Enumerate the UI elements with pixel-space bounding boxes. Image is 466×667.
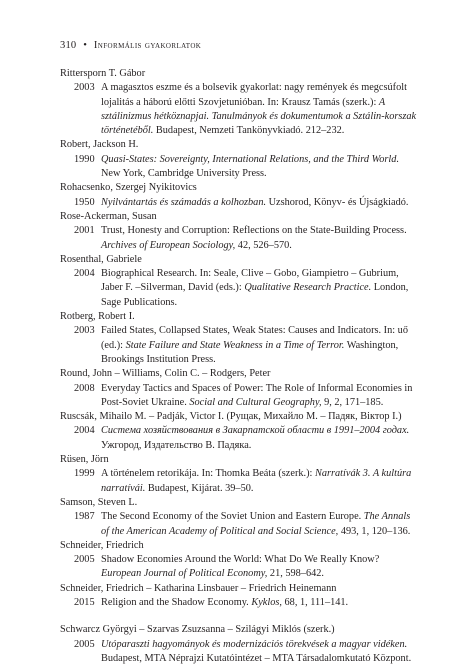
reference-item bbox=[60, 367, 420, 410]
reference-title-italic: Kyklos, bbox=[251, 596, 282, 608]
reference-author: Schneider, Friedrich bbox=[60, 539, 144, 551]
reference-entry bbox=[60, 424, 420, 453]
reference-entry bbox=[60, 382, 420, 411]
reference-text-run: Budapest, Nemzeti Tankönyvkiadó. 212–232. bbox=[153, 125, 345, 137]
reference-text-run: Shadow Economies Around the World: What Do We Really Know? bbox=[101, 554, 380, 566]
header-bullet: • bbox=[83, 40, 88, 51]
reference-year: 2005 bbox=[74, 638, 95, 650]
reference-text-run: New York, Cambridge University Press. bbox=[101, 168, 267, 180]
reference-text bbox=[101, 510, 420, 539]
reference-text bbox=[101, 596, 420, 610]
reference-text-run: Ужгород, Издательство В. Падяка. bbox=[101, 439, 252, 451]
reference-text bbox=[101, 267, 420, 310]
reference-text-run: 42, 526–570. bbox=[235, 239, 292, 251]
reference-author: Rohacsenko, Szergej Nyikitovics bbox=[60, 182, 197, 194]
reference-text-run: A magasztos eszme és a bolsevik gyakorlat: nagy remények és megcsúfolt lojalitás a háború előtti Szovjetunióban. In: Krausz Tamás (szerk.): bbox=[101, 82, 407, 108]
reference-entry bbox=[60, 596, 420, 610]
reference-text bbox=[101, 324, 420, 367]
reference-text-run: Biographical Research. In: Seale, Clive – Gobo, Giampietro – Gubrium, Jaber F. –Silverman, David (eds.): bbox=[101, 268, 399, 294]
reference-author: Schwarcz Györgyi – Szarvas Zsuzsanna – Szilágyi Miklós (szerk.) bbox=[60, 624, 335, 636]
reference-text-run: 21, 598–642. bbox=[267, 568, 324, 580]
reference-entry bbox=[60, 81, 420, 138]
reference-title-italic: A sztálinizmus hétköznapjai. Tanulmányok és dokumentumok a Sztálin-korszak történetéből. bbox=[101, 96, 417, 137]
page-number: 310 bbox=[60, 40, 77, 51]
reference-item bbox=[60, 138, 420, 181]
reference-title-italic: Narratívák 3. A kultúra narratívái. bbox=[101, 468, 412, 494]
reference-text-run: 493, 1, 120–136. bbox=[338, 525, 411, 537]
reference-item bbox=[60, 67, 420, 138]
reference-text-run: 68, 1, 111–141. bbox=[281, 596, 349, 608]
running-title: Informális gyakorlatok bbox=[93, 40, 202, 51]
reference-entry bbox=[60, 553, 420, 582]
reference-author: Samson, Steven L. bbox=[60, 496, 138, 508]
reference-year: 2005 bbox=[74, 554, 95, 566]
reference-text bbox=[101, 81, 420, 138]
reference-item bbox=[60, 410, 420, 453]
reference-author: Rüsen, Jörn bbox=[60, 454, 109, 466]
reference-text-run: Uzshorod, Könyv- és Újságkiadó. bbox=[266, 196, 409, 208]
reference-item bbox=[60, 582, 420, 611]
reference-item bbox=[60, 539, 420, 582]
reference-year: 2008 bbox=[74, 382, 95, 394]
reference-text bbox=[101, 153, 420, 182]
reference-text-run: Budapest, Kijárat. 39–50. bbox=[145, 482, 254, 494]
reference-year: 1999 bbox=[74, 468, 95, 480]
reference-text bbox=[101, 638, 420, 667]
reference-item bbox=[60, 496, 420, 539]
reference-item bbox=[60, 453, 420, 496]
reference-year: 2015 bbox=[74, 596, 95, 608]
reference-author: Rotberg, Robert I. bbox=[60, 311, 135, 323]
reference-entry bbox=[60, 638, 420, 667]
reference-text-run: 9, 2, 171–185. bbox=[321, 396, 384, 408]
reference-title-italic: Utóparaszti hagyományok és modernizációs törekvések a magyar vidéken. bbox=[101, 638, 408, 650]
reference-text-run: Budapest, MTA Néprajzi Kutatóintézet – MTA Társadalomkutató Központ. bbox=[101, 652, 412, 664]
reference-text-run: A történelem retorikája. In: Thomka Beáta (szerk.): bbox=[101, 468, 315, 480]
reference-year: 2004 bbox=[74, 268, 95, 280]
reference-year: 1987 bbox=[74, 511, 95, 523]
reference-title-italic: State Failure and State Weakness in a Time of Terror. bbox=[125, 339, 345, 351]
reference-entry bbox=[60, 324, 420, 367]
reference-year: 1950 bbox=[74, 196, 95, 208]
reference-author: Schneider, Friedrich – Katharina Linsbauer – Friedrich Heinemann bbox=[60, 582, 337, 594]
reference-text-run: Trust, Honesty and Corruption: Reflections on the State-Building Process. bbox=[101, 225, 407, 237]
reference-text-run: Failed States, Collapsed States, Weak States: Causes and Indicators. In: uő (ed.): bbox=[101, 325, 408, 351]
reference-title-italic: Quasi-States: Sovereignty, International Relations, and the Third World. bbox=[101, 153, 400, 165]
reference-text bbox=[101, 424, 420, 453]
reference-title-italic: Social and Cultural Geography, bbox=[189, 396, 322, 408]
reference-text bbox=[101, 196, 420, 210]
reference-title-italic: The Annals of the American Academy of Political and Social Science, bbox=[101, 511, 411, 537]
reference-year: 2003 bbox=[74, 325, 95, 337]
reference-text bbox=[101, 382, 420, 411]
reference-item bbox=[60, 181, 420, 210]
reference-list bbox=[60, 67, 420, 666]
reference-title-italic: Archives of European Sociology, bbox=[101, 239, 236, 251]
reference-item bbox=[60, 310, 420, 367]
page-header bbox=[60, 40, 201, 51]
reference-title-italic: Система хозяйствования в Закарпатской области в 1991–2004 годах. bbox=[101, 425, 410, 437]
reference-text-run: London, Sage Publications. bbox=[101, 282, 409, 308]
reference-text bbox=[101, 224, 420, 253]
reference-entry bbox=[60, 196, 420, 210]
reference-text-run: Washington, Brookings Institution Press. bbox=[101, 339, 399, 365]
reference-item bbox=[60, 253, 420, 310]
reference-entry bbox=[60, 510, 420, 539]
reference-year: 2003 bbox=[74, 82, 95, 94]
reference-author: Round, John – Williams, Colin C. – Rodgers, Peter bbox=[60, 368, 271, 380]
reference-year: 2004 bbox=[74, 425, 95, 437]
reference-text-run: The Second Economy of the Soviet Union and Eastern Europe. bbox=[101, 511, 364, 523]
reference-author: Ruscsák, Mihailo M. – Padják, Victor I. (Рущак, Михайло М. – Падяк, Віктор І.) bbox=[60, 411, 402, 423]
reference-author: Rittersporn T. Gábor bbox=[60, 68, 146, 79]
reference-author: Rosenthal, Gabriele bbox=[60, 253, 142, 265]
reference-item bbox=[60, 623, 420, 666]
reference-year: 1990 bbox=[74, 153, 95, 165]
reference-text-run: Everyday Tactics and Spaces of Power: The Role of Informal Economies in Post-Soviet Ukraine. bbox=[101, 382, 413, 408]
reference-entry bbox=[60, 267, 420, 310]
reference-text-run: Religion and the Shadow Economy. bbox=[101, 596, 252, 608]
reference-item bbox=[60, 210, 420, 253]
reference-author: Rose-Ackerman, Susan bbox=[60, 210, 157, 222]
reference-text bbox=[101, 553, 420, 582]
reference-year: 2001 bbox=[74, 225, 95, 237]
reference-entry bbox=[60, 153, 420, 182]
reference-title-italic: Qualitative Research Practice. bbox=[244, 282, 372, 294]
reference-entry bbox=[60, 467, 420, 496]
reference-title-italic: Nyilvántartás és számadás a kolhozban. bbox=[101, 196, 267, 208]
reference-author: Robert, Jackson H. bbox=[60, 139, 139, 151]
reference-entry bbox=[60, 224, 420, 253]
reference-text bbox=[101, 467, 420, 496]
reference-title-italic: European Journal of Political Economy, bbox=[101, 568, 268, 580]
